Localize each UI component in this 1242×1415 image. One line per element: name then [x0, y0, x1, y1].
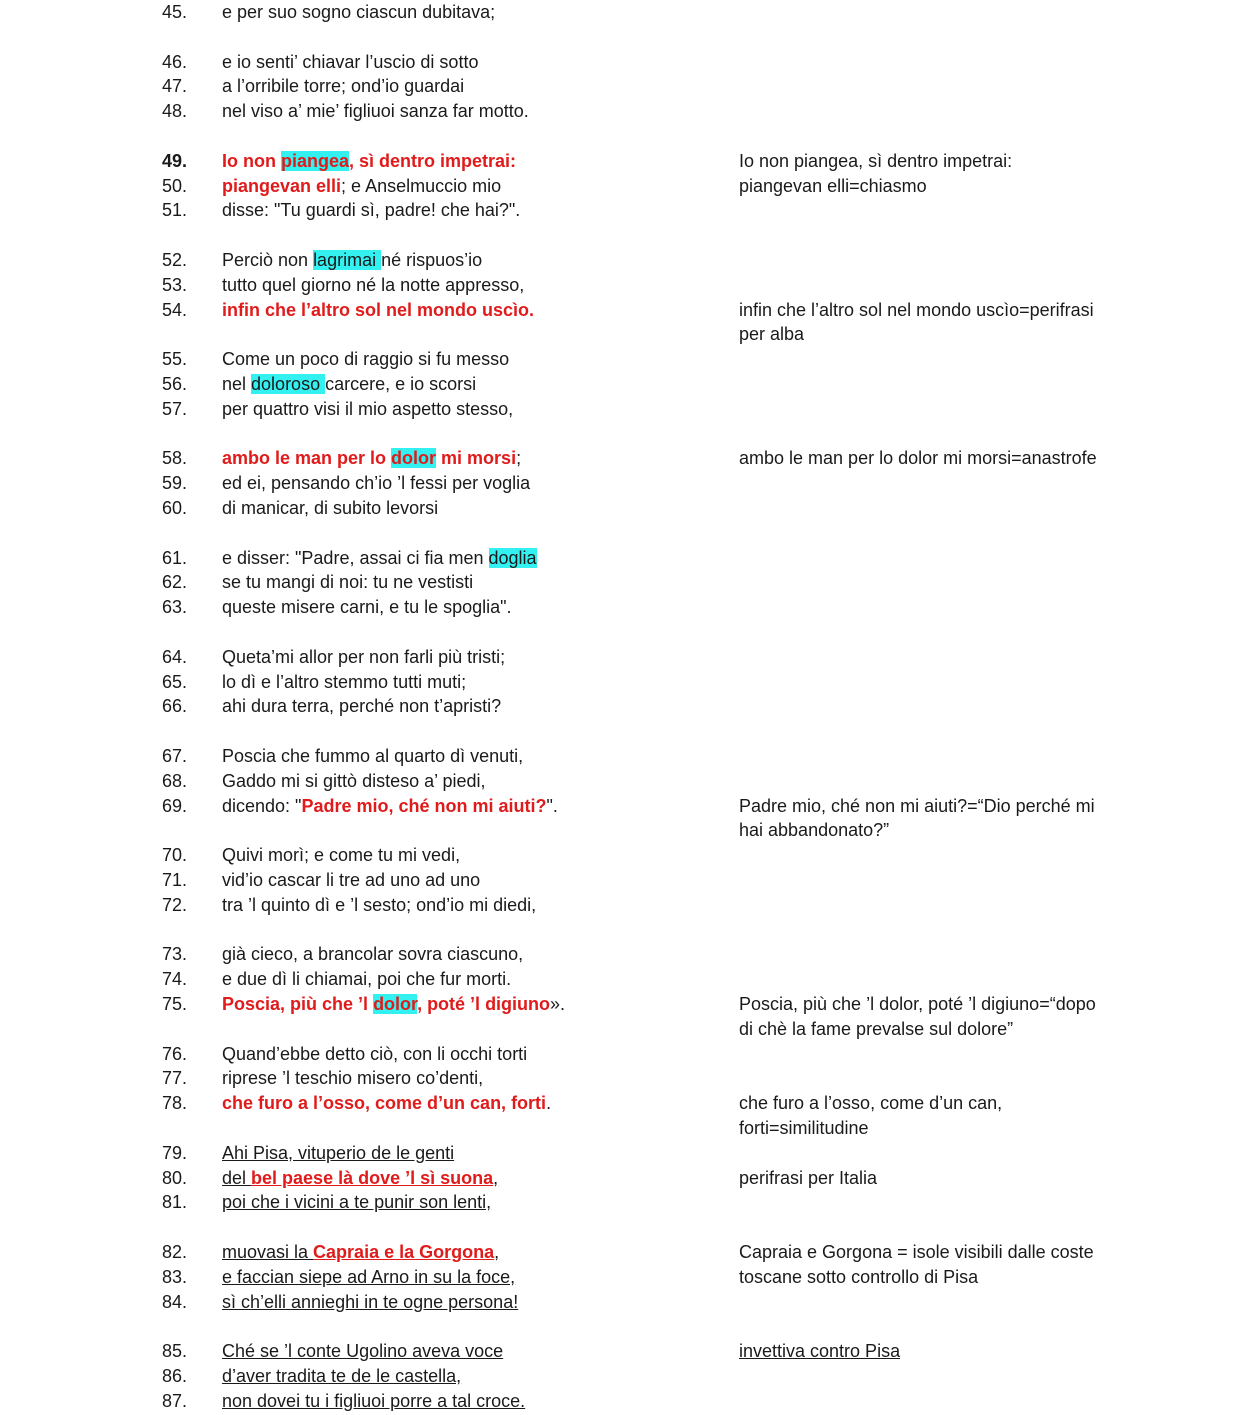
verse-number: 81. — [162, 1192, 188, 1213]
verse-number: 66. — [162, 696, 188, 717]
verse-number: 48. — [162, 101, 188, 122]
verse-text — [222, 570, 473, 594]
verse-segment: e due dì li chiamai, poi che fur morti. — [222, 969, 512, 990]
verse-segment: doglia — [488, 547, 537, 568]
verse-text — [222, 397, 513, 421]
verse-segment: ". — [546, 795, 558, 816]
verse-segment: Queta’mi allor per non farli più tristi; — [222, 646, 506, 667]
verse-text — [222, 347, 509, 371]
verse-text — [222, 1290, 518, 1314]
verse-text — [222, 273, 524, 297]
verse-number: 70. — [162, 845, 188, 866]
verse-number: 67. — [162, 746, 188, 766]
verse-segment: per quattro visi il mio aspetto stesso, — [222, 398, 514, 419]
verse-segment: del — [222, 1167, 252, 1188]
verse-number: 77. — [162, 1068, 188, 1089]
verse-segment: e faccian siepe ad Arno in su la foce, — [222, 1266, 516, 1287]
verse-number: 78. — [162, 1093, 188, 1114]
verse-segment: disse: "Tu guardi sì, padre! che hai?". — [222, 200, 521, 221]
verse-text — [222, 496, 438, 520]
verse-segment: Ché se ’l conte Ugolino aveva voce — [222, 1341, 504, 1362]
margin-note: Capraia e Gorgona = isole visibili dalle coste toscane sotto controllo di Pisa — [739, 1242, 1094, 1287]
verse-number: 69. — [162, 795, 188, 816]
margin-note: Padre mio, ché non mi aiuti?=“Dio perché mi hai abbandonato?” — [739, 795, 1095, 841]
verse-text — [222, 1339, 503, 1363]
verse-segment: piangea — [280, 150, 350, 171]
verse-segment: che furo a l’osso, come d’un can, forti — [222, 1093, 547, 1114]
verse-segment: dicendo: " — [222, 795, 302, 816]
verse-segment: di manicar, di subito levorsi — [222, 498, 439, 518]
verse-segment: non dovei tu i figliuoi porre a tal croce. — [222, 1390, 526, 1411]
verse-number: 71. — [162, 870, 188, 890]
verse-number: 60. — [162, 498, 188, 518]
verse-text — [222, 1066, 483, 1090]
verse-segment: muovasi la — [222, 1242, 314, 1262]
verse-segment: carcere, e io scorsi — [325, 374, 477, 394]
verse-segment: a l’orribile torre; ond’io guardai — [222, 76, 465, 97]
verse-text — [222, 198, 520, 222]
verse-text — [222, 595, 512, 619]
verse-segment: doloroso — [251, 374, 326, 394]
verse-segment: infin che l’altro sol nel mondo uscìo. — [222, 299, 535, 320]
verse-number: 68. — [162, 770, 188, 791]
margin-note: ambo le man per lo dolor mi morsi=anastrofe — [739, 448, 1097, 469]
verse-segment: lagrimai — [313, 250, 382, 270]
verse-segment: , — [494, 1242, 500, 1262]
verse-segment: e disser: "Padre, assai ci fia men — [222, 547, 489, 568]
verse-number: 80. — [162, 1167, 188, 1188]
verse-number: 65. — [162, 671, 188, 692]
verse-segment: mi morsi — [436, 448, 517, 469]
verse-number: 63. — [162, 597, 188, 618]
verse-number: 59. — [162, 473, 188, 494]
verse-number: 86. — [162, 1366, 188, 1386]
verse-number: 73. — [162, 944, 188, 965]
verse-number: 46. — [162, 51, 188, 72]
verse-segment: , — [493, 1167, 499, 1188]
verse-text — [222, 50, 478, 74]
verse-text — [222, 174, 501, 198]
verse-segment: dolor — [373, 994, 418, 1014]
verse-text — [222, 0, 495, 24]
verse-text — [222, 372, 476, 396]
verse-segment: piangevan elli — [222, 175, 342, 196]
verse-number: 51. — [162, 200, 188, 221]
verse-segment: Gaddo mi si gittò disteso a’ piedi, — [222, 770, 486, 791]
verse-number: 82. — [162, 1242, 188, 1262]
verse-number: 45. — [162, 2, 188, 22]
verse-segment: Quivi morì; e come tu mi vedi, — [222, 845, 461, 866]
verse-text — [222, 1364, 461, 1388]
verse-number: 54. — [162, 299, 188, 320]
margin-note: infin che l’altro sol nel mondo uscìo=perifrasi per alba — [739, 299, 1094, 345]
verse-segment: ambo le man per lo — [222, 448, 392, 469]
verse-segment: vid’io cascar li tre ad uno ad uno — [222, 870, 481, 890]
verse-segment: riprese ’l teschio misero co’denti, — [222, 1068, 484, 1089]
verse-segment: e io senti’ chiavar l’uscio di sotto — [222, 51, 479, 72]
verse-segment: Come un poco di raggio si fu messo — [222, 349, 510, 370]
verse-number: 75. — [162, 994, 188, 1014]
verse-number: 74. — [162, 969, 188, 990]
verse-text — [222, 967, 511, 991]
verse-number: 58. — [162, 448, 188, 469]
verse-number: 53. — [162, 274, 188, 295]
margin-note: Io non piangea, sì dentro impetrai: piangevan elli=chiasmo — [739, 150, 1013, 196]
verse-segment: già cieco, a brancolar sovra ciascuno, — [222, 944, 524, 965]
verse-segment: tutto quel giorno né la notte appresso, — [222, 274, 525, 295]
verse-text — [222, 74, 464, 98]
verse-segment: dolor — [391, 448, 437, 469]
verse-number: 76. — [162, 1043, 188, 1064]
verse-number: 56. — [162, 374, 188, 394]
verse-segment: nel viso a’ mie’ figliuoi sanza far motto. — [222, 101, 529, 122]
verse-segment: poi che i vicini a te punir son lenti, — [222, 1192, 492, 1213]
verse-segment: tra ’l quinto dì e ’l sesto; ond’io mi diedi, — [222, 894, 537, 915]
verse-text — [222, 546, 537, 570]
verse-number: 47. — [162, 76, 188, 97]
verse-number: 57. — [162, 398, 188, 419]
verse-text — [222, 893, 536, 917]
verse-number: 72. — [162, 894, 188, 915]
verse-text — [222, 471, 530, 495]
verse-segment: Ahi Pisa, vituperio de le genti — [222, 1142, 455, 1163]
verse-text — [222, 1141, 454, 1165]
verse-segment: bel paese là dove ’l sì suona — [251, 1167, 494, 1188]
verse-segment: nel — [222, 374, 252, 394]
verse-number: 49. — [162, 150, 188, 171]
verse-segment: Capraia e la Gorgona — [313, 1242, 495, 1262]
margin-note: perifrasi per Italia — [739, 1167, 878, 1188]
verse-segment: ed ei, pensando ch’io ’l fessi per voglia — [222, 473, 531, 494]
verse-segment: Poscia, più che ’l — [222, 994, 374, 1014]
verse-number: 83. — [162, 1266, 188, 1287]
verse-segment: queste misere carni, e tu le spoglia". — [222, 597, 512, 618]
verse-segment: né rispuos’io — [381, 250, 483, 270]
verse-number: 52. — [162, 250, 188, 270]
verse-number: 85. — [162, 1341, 188, 1362]
verse-text — [222, 1166, 498, 1190]
verse-number: 87. — [162, 1390, 188, 1411]
verse-text — [222, 868, 480, 892]
verse-number: 61. — [162, 547, 188, 568]
verse-text — [222, 1389, 525, 1413]
verse-text — [222, 1042, 527, 1066]
verse-text — [222, 149, 516, 173]
margin-note: Poscia, più che ’l dolor, poté ’l digiuno=“dopo di chè la fame prevalse sul dolore” — [739, 994, 1096, 1039]
verse-text — [222, 446, 521, 470]
verse-text — [222, 1265, 515, 1289]
verse-segment: ahi dura terra, perché non t’apristi? — [222, 696, 502, 717]
verse-segment: , sì dentro impetrai: — [349, 150, 517, 171]
margin-note: che furo a l’osso, come d’un can, forti=similitudine — [739, 1093, 1003, 1138]
verse-text — [222, 942, 523, 966]
verse-text — [222, 992, 565, 1016]
verse-segment: Io non — [222, 150, 281, 171]
verse-number: 50. — [162, 175, 188, 196]
verse-text — [222, 794, 558, 818]
verse-segment: ; e Anselmuccio mio — [341, 175, 502, 196]
verse-text — [222, 744, 523, 768]
verse-text — [222, 645, 505, 669]
verse-segment: Quand’ebbe detto ciò, con li occhi torti — [222, 1043, 528, 1064]
verse-number: 55. — [162, 349, 188, 370]
verse-text — [222, 670, 466, 694]
verse-text — [222, 1240, 499, 1264]
verse-text — [222, 248, 482, 272]
verse-segment: Perciò non — [222, 250, 314, 270]
verse-segment: Poscia che fummo al quarto dì venuti, — [222, 746, 524, 766]
verse-segment: se tu mangi di noi: tu ne vestisti — [222, 572, 474, 593]
verse-segment: lo dì e l’altro stemmo tutti muti; — [222, 671, 467, 692]
verse-text — [222, 694, 501, 718]
verse-number: 64. — [162, 646, 188, 667]
verse-text — [222, 843, 460, 867]
verse-text — [222, 1091, 551, 1115]
verse-segment: sì ch’elli annieghi in te ogne persona! — [222, 1291, 519, 1312]
verse-number: 79. — [162, 1142, 188, 1163]
verse-segment: , poté ’l digiuno — [417, 994, 551, 1014]
verse-text — [222, 1190, 491, 1214]
verse-number: 84. — [162, 1291, 188, 1312]
verse-segment: d’aver tradita te de le castella, — [222, 1366, 462, 1386]
verse-number: 62. — [162, 572, 188, 593]
verse-text — [222, 298, 534, 322]
verse-segment: ». — [550, 994, 566, 1014]
margin-note: invettiva contro Pisa — [739, 1341, 901, 1362]
verse-segment: ; — [516, 448, 522, 469]
verse-text — [222, 769, 485, 793]
verse-segment: e per suo sogno ciascun dubitava; — [222, 2, 496, 22]
verse-segment: . — [546, 1093, 552, 1114]
verse-segment: Padre mio, ché non mi aiuti? — [301, 795, 547, 816]
verse-text — [222, 99, 529, 123]
